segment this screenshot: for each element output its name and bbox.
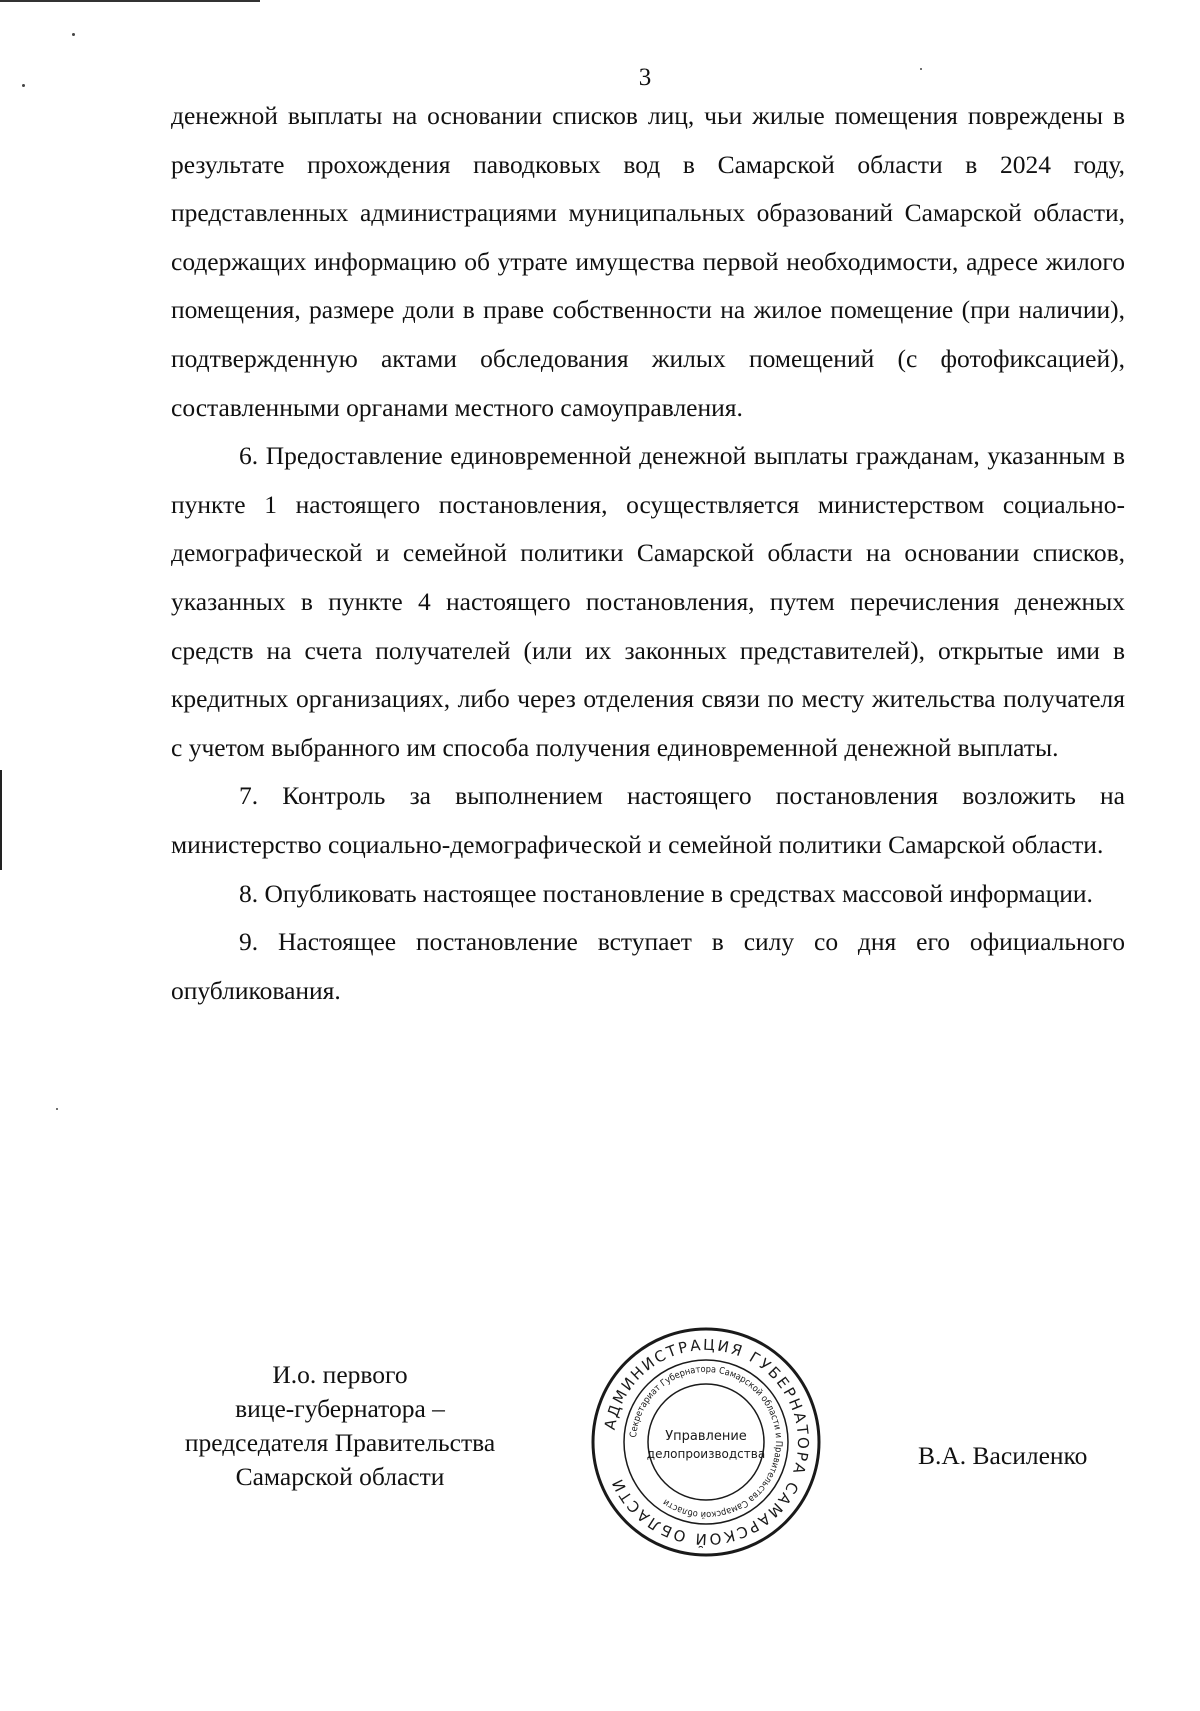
stamp-center-line-2: делопроизводства [646, 1447, 766, 1461]
scan-edge-left [0, 770, 2, 870]
signer-title-line: И.о. первого [272, 1360, 408, 1389]
signer-title-line: председателя Правительства [184, 1428, 496, 1457]
paragraph-item-7: 7. Контроль за выполнением настоящего постановления возложить на министерство социально-демографической и семейной политики Самарской области. [171, 781, 1125, 859]
stamp-center-line-1: Управление [665, 1429, 747, 1444]
document-body [171, 92, 1125, 1015]
signer-title-line: Самарской области [235, 1462, 445, 1491]
stamp-inner-text: Секретариат Губернатора Самарской области и Правительства Самарской области [628, 1363, 785, 1521]
scan-speck [72, 33, 75, 36]
signer-title [140, 1358, 540, 1494]
paragraph-continuation: денежной выплаты на основании списков лиц, чьи жилые помещения повреждены в результате прохождения паводковых вод в Самарской области в 2024 году, представленных администрациями муниципальных образований Самарской области, содержащих информацию об утрате имущества первой необходимости, адресе жилого помещения, размере доли в праве собственности на жилое помещение (при наличии), подтвержденную актами обследования жилых помещений (с фотофиксацией), составленными органами местного самоуправления. [171, 101, 1125, 422]
paragraph-item-9: 9. Настоящее постановление вступает в силу со дня его официального опубликования. [171, 927, 1125, 1005]
paragraph-item-8: 8. Опубликовать настоящее постановление в средствах массовой информации. [239, 878, 1093, 908]
page-number: 3 [638, 64, 652, 91]
official-stamp [588, 1324, 824, 1560]
scan-speck [56, 1108, 58, 1110]
signer-name: В.А. Василенко [918, 1441, 1088, 1470]
scan-edge-top [0, 0, 260, 2]
stamp-graphic [588, 1324, 824, 1560]
signer-title-line: вице-губернатора – [235, 1394, 445, 1423]
paragraph-item-6: 6. Предоставление единовременной денежной выплаты гражданам, указанным в пункте 1 настоящего постановления, осуществляется министерством социально-демографической и семейной политики Самарской области на основании списков, указанных в пункте 4 настоящего постановления, путем перечисления денежных средств на счета получателей (или их законных представителей), открытые ими в кредитных организациях, либо через отделения связи по месту жительства получателя с учетом выбранного им способа получения единовременной денежной выплаты. [171, 441, 1125, 762]
stamp-outer-text: АДМИНИСТРАЦИЯ ГУБЕРНАТОРА САМАРСКОЙ ОБЛАСТИ [600, 1335, 813, 1549]
